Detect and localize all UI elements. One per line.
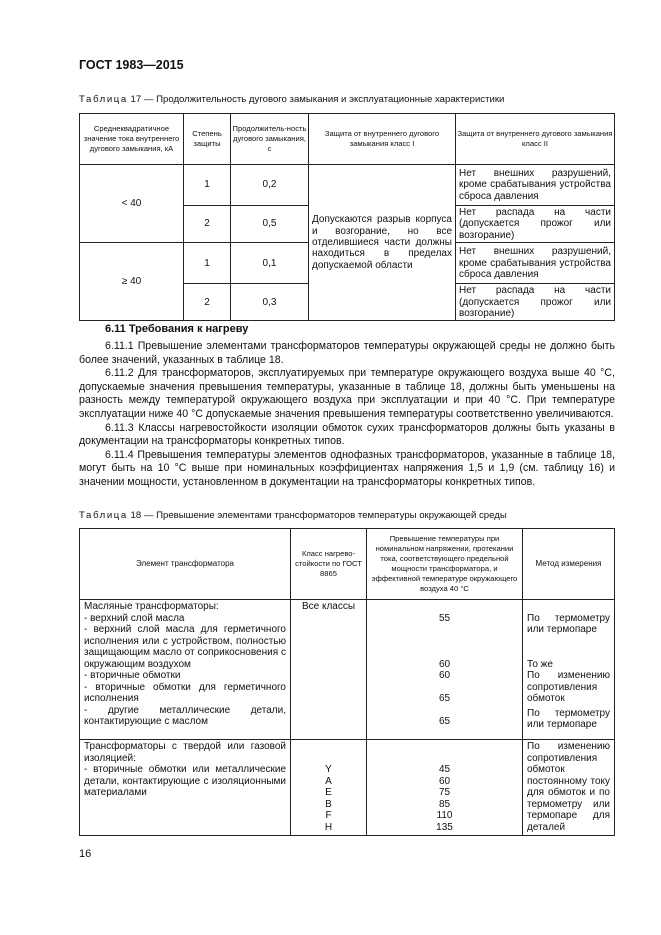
t18-oil-value: 65 <box>438 716 451 727</box>
t17-duration: 0,1 <box>231 243 309 284</box>
t18-dry-class: H <box>324 821 333 833</box>
t17-current: < 40 <box>80 165 184 243</box>
t18-dry-value: 110 <box>436 810 453 821</box>
t18-header-temperature: Превышение температуры при номинальном напряжении, протекании тока, соответствующего предельной мощности трансформатора, и эффективной температуре окружающего воздуха 40 °С <box>367 529 523 600</box>
spacer <box>527 636 610 648</box>
table-17-caption-prefix: Таблица <box>79 94 128 105</box>
table-18 <box>79 528 615 836</box>
section-body <box>79 340 615 490</box>
t18-header-class: Класс нагрево-стойкости по ГОСТ 8865 <box>291 529 367 600</box>
t17-class2-text: Нет распада на части (допускается прожог или возгорание) <box>456 206 615 243</box>
spacer <box>371 647 518 659</box>
spacer <box>371 753 518 765</box>
table-18-caption <box>79 510 507 521</box>
page-header: ГОСТ 1983—2015 <box>79 58 184 72</box>
spacer <box>295 753 362 765</box>
t18-oil-class <box>291 600 367 740</box>
t18-oil-value: 60 <box>438 670 451 681</box>
t18-oil-methods <box>523 600 615 740</box>
t18-dry-class: B <box>325 798 332 810</box>
t17-duration: 0,2 <box>231 165 309 206</box>
t17-class2-text: Нет распада на части (допускается прожог или возгорание) <box>456 284 615 321</box>
spacer <box>295 741 362 753</box>
t17-degree: 2 <box>184 284 231 321</box>
table-17-caption-text: 17 — Продолжительность дугового замыкания и эксплуатационные характеристики <box>127 94 505 105</box>
paragraph: 6.11.3 Классы нагревостойкости изоляции обмоток сухих трансформаторов должны быть указаны в документации на трансформаторы конкретных типов. <box>79 421 615 448</box>
paragraph: 6.11.1 Превышение элементами трансформаторов температуры окружающей среды не должно быть более значений, указанных в таблице 18. <box>79 340 615 366</box>
t17-header-degree: Степень защиты <box>184 114 231 165</box>
t18-oil-item: - вторичные обмотки <box>84 670 181 681</box>
t18-oil-value: 55 <box>438 612 451 624</box>
t17-duration: 0,5 <box>231 206 309 243</box>
t18-oil-item: - вторичные обмотки для герметичного исполнения <box>84 681 286 704</box>
t18-dry-value: 45 <box>438 764 451 775</box>
table-17 <box>79 113 615 321</box>
spacer <box>371 601 518 613</box>
spacer <box>527 647 610 659</box>
table-17-caption <box>79 94 504 105</box>
t18-dry-values <box>367 740 523 836</box>
t17-degree: 1 <box>184 243 231 284</box>
t18-dry-class: F <box>325 810 332 821</box>
t18-oil-value: 65 <box>438 693 451 704</box>
t18-oil-item: - другие металлические детали, контактирующие с маслом <box>84 704 286 727</box>
spacer <box>371 624 518 636</box>
table-18-caption-text: 18 — Превышение элементами трансформаторов температуры окружающей среды <box>127 510 507 521</box>
t18-oil-element <box>80 600 291 740</box>
t18-dry-class: Y <box>325 764 332 775</box>
table-18-caption-prefix: Таблица <box>79 510 128 521</box>
t18-oil-item: - верхний слой масла <box>84 612 185 624</box>
t18-dry-method-cell <box>523 740 615 836</box>
t18-dry-item: - вторичные обмотки или металлические детали, контактирующие с изоляционными материалами <box>84 764 286 798</box>
t18-dry-method: По изменению сопротивления обмоток постоянному току для обмоток и по термометру или термопаре для деталей <box>527 741 610 833</box>
t17-header-current: Среднеквадратичное значение тока внутреннего дугового замыкания, кА <box>80 114 184 165</box>
t18-oil-values <box>367 600 523 740</box>
t17-current: ≥ 40 <box>80 243 184 321</box>
t18-oil-value: 60 <box>438 658 451 670</box>
t18-oil-class-value: Все классы <box>301 601 356 612</box>
t17-header-class1: Защита от внутреннего дугового замыкания класс I <box>309 114 456 165</box>
t17-duration: 0,3 <box>231 284 309 321</box>
t18-oil-method: По изменению сопротивления обмоток <box>527 670 610 704</box>
t18-dry-classes <box>291 740 367 836</box>
spacer <box>371 636 518 648</box>
t17-header-class2: Защита от внутреннего дугового замыкания класс II <box>456 114 615 165</box>
t18-dry-value: 60 <box>438 775 451 787</box>
t17-class1-text: Допускаются разрыв корпуса и возгорание, но все отделившиеся части должны находиться в пределах допускаемой области <box>309 165 456 321</box>
t17-degree: 2 <box>184 206 231 243</box>
t18-dry-value: 135 <box>436 821 453 833</box>
t18-dry-value: 85 <box>438 798 451 810</box>
t18-dry-value: 75 <box>438 787 451 798</box>
t17-class2-text: Нет внешних разрушений, кроме срабатывания устройства сброса давления <box>456 243 615 284</box>
t17-header-duration: Продолжитель-ность дугового замыкания, с <box>231 114 309 165</box>
section-title: 6.11 Требования к нагреву <box>105 323 249 335</box>
t18-oil-method: По термометру или термопаре <box>527 707 610 730</box>
t18-dry-title: Трансформаторы с твердой или газовой изоляцией: <box>84 741 286 764</box>
spacer <box>371 682 518 694</box>
t18-dry-element <box>80 740 291 836</box>
t18-oil-method: По термометру или термопаре <box>527 612 610 635</box>
t17-class2-text: Нет внешних разрушений, кроме срабатывания устройства сброса давления <box>456 165 615 206</box>
t18-oil-title: Масляные трансформаторы: <box>84 601 219 612</box>
t18-oil-item: - верхний слой масла для герметичного исполнения или с устройством, полностью защищающим масло от соприкосновения с окружающим воздухом <box>84 624 286 670</box>
spacer <box>371 741 518 753</box>
paragraph: 6.11.2 Для трансформаторов, эксплуатируемых при температуре окружающего воздуха выше 40 °С, допускаемые значения превышения температуры, указанные в таблице 18, должны быть уменьшены на разность между температурой окружающего воздуха при эксплуатации и при 40 °С. При температуре эксплуатации ниже 40 °С допускаемые значения превышения температуры соответственно увеличиваются. <box>79 367 615 420</box>
t18-dry-class: A <box>325 775 332 787</box>
spacer <box>371 705 518 717</box>
t18-header-method: Метод измерения <box>523 529 615 600</box>
t18-header-element: Элемент трансформатора <box>80 529 291 600</box>
t18-oil-method: То же <box>527 658 553 670</box>
t17-degree: 1 <box>184 165 231 206</box>
t18-dry-class: E <box>325 787 332 798</box>
paragraph: 6.11.4 Превышения температуры элементов однофазных трансформаторов, указанные в таблице 18, могут быть на 10 °С выше при номинальных коэффициентах напряжения 1,5 и 1,9 (см. таблицу 16) и значении мощности, установленном в документации на трансформаторы конкретных типов. <box>79 448 615 488</box>
spacer <box>527 601 610 613</box>
page-number: 16 <box>79 848 92 860</box>
